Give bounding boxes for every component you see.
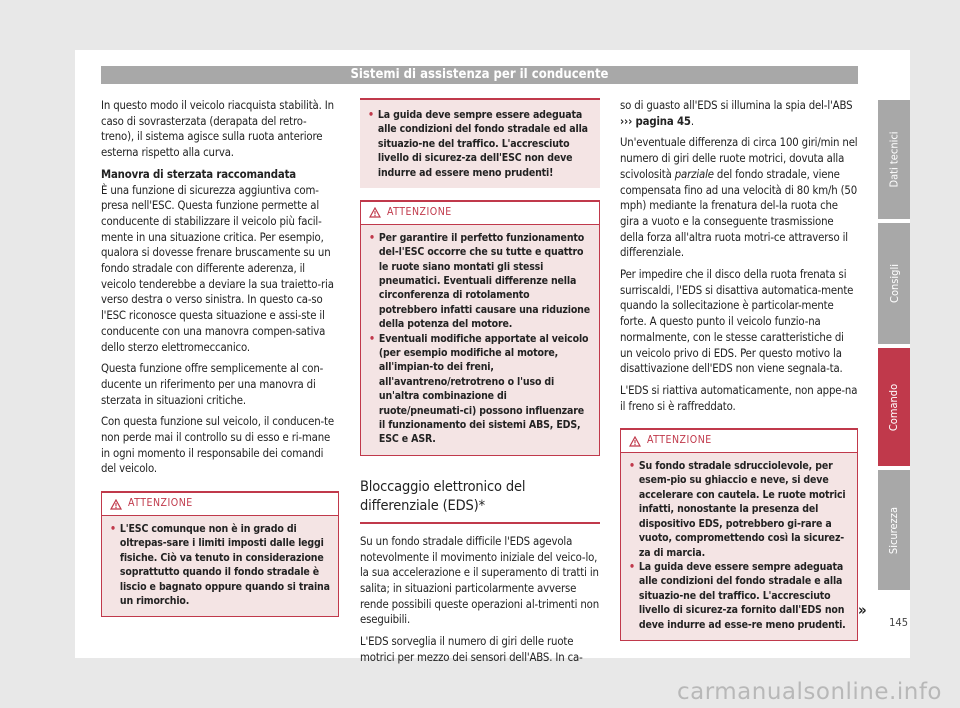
warning-text: L'ESC comunque non è in grado di oltrepas-sare i limiti imposti dalle leggi fisiche. Ciò va tenuto in considerazione soprattutto quando il fondo stradale è liscio e bagnato oppure quando si traina un rimorchio.	[119, 522, 330, 607]
bullet-icon: •	[110, 522, 116, 535]
paragraph: Su un fondo stradale difficile l'EDS agevola notevolmente il movimento iniziale del veico-lo, la sua accelerazione e il superamento di tratti in salita; in situazioni particolarmente avverse rende possibili queste operazioni al-trimenti non eseguibili.	[360, 534, 599, 627]
section-title: Bloccaggio elettronico del differenziale (EDS)*	[360, 478, 600, 524]
page-number: 145	[889, 616, 908, 629]
warning-bullet	[369, 231, 591, 332]
warning-body	[621, 453, 857, 640]
warning-body	[361, 225, 599, 455]
paragraph-text: Un'eventuale differenza di circa 100 giri/min nel numero di giri delle ruote motrici, dovuta alla scivolosità	[620, 136, 858, 181]
warning-box	[360, 200, 600, 456]
warning-box	[620, 428, 858, 641]
warning-bullet	[629, 560, 849, 632]
paragraph	[620, 98, 858, 129]
warning-title	[361, 200, 599, 225]
watermark: carmanualsonline.info	[676, 679, 942, 705]
tab-comando[interactable]	[878, 348, 910, 466]
paragraph: Per impedire che il disco della ruota frenata si surriscaldi, l'EDS si disattiva automatica-mente quando la sollecitazione è particolar-mente forte. A questo punto il veicolo funzio-na normalmente, con le stesse caratteristiche di un veicolo privo di EDS. Per questo motivo la disattivazione dell'EDS non viene segnala-ta.	[620, 268, 854, 376]
tab-label: Sicurezza	[887, 506, 901, 554]
tab-label: Comando	[887, 383, 901, 431]
warning-body	[102, 516, 338, 616]
tab-consigli[interactable]	[878, 223, 910, 344]
paragraph: Con questa funzione sul veicolo, il conducen-te non perde mai il controllo su di esso e ri-mane in ogni momento il responsabile dei comandi del veicolo.	[101, 415, 334, 476]
tab-label: Consigli	[887, 264, 901, 303]
warning-title-text: ATTENZIONE	[128, 497, 193, 510]
warning-title	[621, 428, 857, 453]
warning-title-text: ATTENZIONE	[647, 434, 712, 447]
continue-arrow-icon: »	[858, 601, 867, 619]
bullet-icon: •	[368, 109, 374, 121]
warning-triangle-icon	[629, 436, 641, 447]
column-1	[101, 98, 339, 617]
warning-bullet	[369, 332, 591, 447]
paragraph	[620, 135, 858, 261]
note-bullet	[368, 108, 592, 180]
warning-text: Eventuali modifiche apportate al veicolo (per esempio modifiche al motore, all'impian-to dei freni, all'avantreno/retrotreno o l'uso di un'altra combinazione di ruote/pneumati-ci) possono influenzare il funzionamento dei sistemi ABS, EDS, ESC e ASR.	[378, 332, 589, 446]
paragraph: Questa funzione offre semplicemente al con-ducente un riferimento per una manovra di sterzata in situazioni critiche.	[101, 362, 324, 407]
paragraph-text: del fondo stradale, viene compensata fino ad una velocità di 80 km/h (50 mph) mediante la frenatura del-la ruota che gira a vuoto e la conseguente trasmissione della forza all'altra ruota motri-ce attraverso il differenziale.	[620, 167, 858, 260]
paragraph: L'EDS sorveglia il numero di giri delle ruote motrici per mezzo dei sensori dell'ABS. In ca-	[360, 635, 583, 664]
paragraph-text: .	[690, 114, 694, 128]
emphasis-text: parziale	[674, 167, 714, 181]
bullet-icon: •	[629, 460, 635, 473]
warning-title-text: ATTENZIONE	[387, 206, 452, 219]
warning-text: Per garantire il perfetto funzionamento del-l'ESC occorre che su tutte e quattro le ruote siano montati gli stessi pneumatici. Eventuali differenze nella circonferenza di rotolamento potrebbero infatti causare una riduzione della potenza del motore.	[378, 231, 591, 331]
caution-note-box	[360, 98, 600, 188]
paragraph: In questo modo il veicolo riacquista stabilità. In caso di sovrasterzata (derapata del retro-treno), il sistema agisce sulla ruota anteriore esterna rispetto alla curva.	[101, 99, 334, 160]
warning-triangle-icon	[110, 499, 122, 510]
warning-text: Su fondo stradale sdrucciolevole, per esem-pio su ghiaccio e neve, si deve accelerare con cautela. Le ruote motrici infatti, nonostante la presenza del dispositivo EDS, potrebbero gi-rare a vuoto, compromettendo così la sicurez-za di marcia.	[638, 460, 846, 559]
warning-triangle-icon	[369, 207, 381, 218]
warning-bullet	[110, 522, 330, 608]
column-2	[360, 98, 600, 671]
paragraph: È una funzione di sicurezza aggiuntiva com-presa nell'ESC. Questa funzione permette al conducente di stabilizzare il veicolo più facil-mente in una situazione critica. Per esempio, qualora si dovesse frenare bruscamente su un fondo stradale con differente aderenza, il veicolo tenderebbe a deviare la sua traietto-ria verso destra o verso sinistra. In questo ca-so l'ESC riconosce questa situazione e assi-ste il conducente con una manovra compen-sativa dello sterzo elettromeccanico.	[101, 183, 334, 354]
warning-text: La guida deve essere sempre adeguata alle condizioni del fondo stradale e alla situazio-ne del traffico. L'accresciuto livello di sicurez-za fornito dall'EDS non deve indurre ad esse-re meno prudenti.	[638, 560, 846, 631]
warning-title	[102, 491, 338, 516]
paragraph-text: so di guasto all'EDS si illumina la spia del-l'ABS	[620, 99, 853, 112]
note-text: La guida deve sempre essere adeguata alle condizioni del fondo stradale ed alla situazio-ne del traffico. L'accresciuto livello di sicurez-za dell'ESC non deve indurre ad essere meno prudenti!	[377, 109, 588, 179]
page-header: Sistemi di assistenza per il conducente	[101, 66, 858, 84]
warning-bullet	[629, 459, 849, 560]
column-3	[620, 98, 858, 641]
bullet-icon: •	[629, 560, 635, 573]
paragraph: L'EDS si riattiva automaticamente, non appe-na il freno si è raffreddato.	[620, 383, 858, 413]
warning-box	[101, 491, 339, 617]
page-reference-link[interactable]: ››› pagina 45	[620, 114, 691, 128]
tab-sicurezza[interactable]	[878, 470, 910, 590]
subheading: Manovra di sterzata raccomandata	[101, 167, 296, 181]
tab-label: Dati tecnici	[887, 131, 901, 188]
bullet-icon: •	[369, 231, 375, 244]
tab-dati-tecnici[interactable]	[878, 100, 910, 219]
bullet-icon: •	[369, 332, 375, 345]
